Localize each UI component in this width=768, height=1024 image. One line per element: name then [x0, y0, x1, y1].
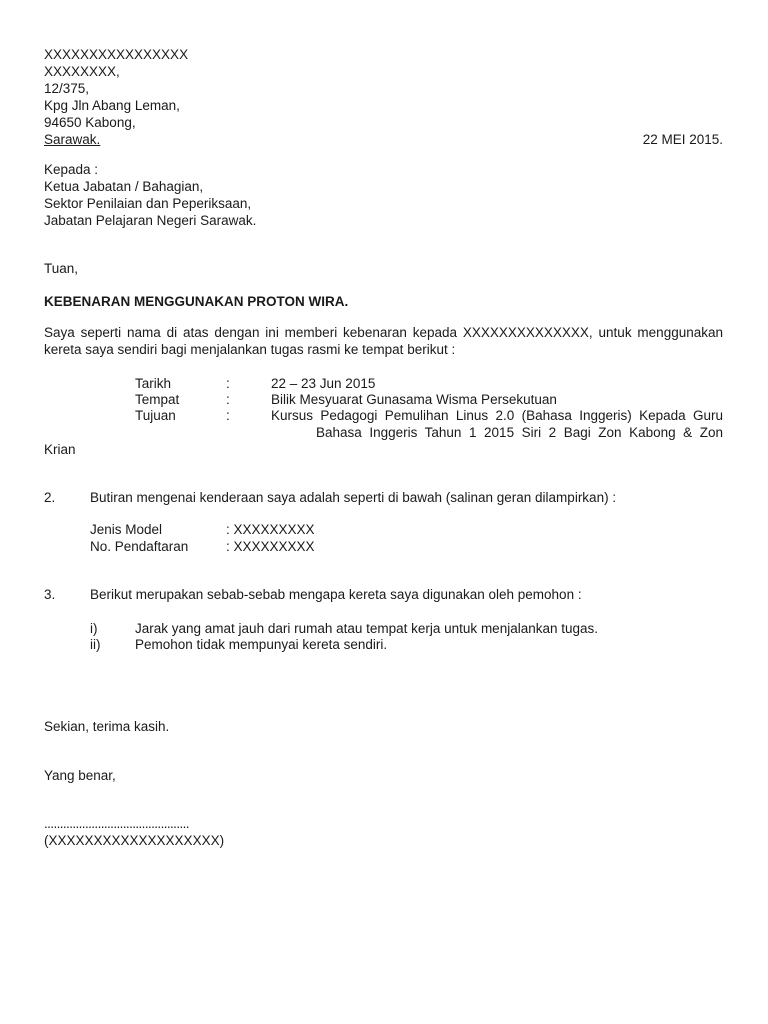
- vehicle-registration-value: : XXXXXXXXX: [226, 539, 315, 554]
- vehicle-registration-label: No. Pendaftaran: [90, 539, 189, 554]
- salutation: Tuan,: [44, 261, 79, 276]
- vehicle-model-label: Jenis Model: [90, 522, 163, 537]
- tempat-value: Bilik Mesyuarat Gunasama Wisma Persekutuan: [271, 392, 557, 407]
- tempat-label: Tempat: [135, 392, 180, 407]
- sender-name: XXXXXXXXXXXXXXXX: [44, 47, 189, 62]
- sender-line-2: XXXXXXXX,: [44, 64, 120, 79]
- recipient-line-1: Ketua Jabatan / Bahagian,: [44, 179, 204, 194]
- reason-1-text: Jarak yang amat jauh dari rumah atau tempat kerja untuk menjalankan tugas.: [135, 621, 599, 636]
- recipient-line-3: Jabatan Pelajaran Negeri Sarawak.: [44, 213, 257, 228]
- letter-date: 22 MEI 2015.: [642, 132, 723, 147]
- reason-2-text: Pemohon tidak mempunyai kereta sendiri.: [135, 637, 388, 652]
- sender-street: Kpg Jln Abang Leman,: [44, 98, 180, 113]
- signatory-name: (XXXXXXXXXXXXXXXXXXX): [44, 833, 225, 848]
- recipient-line-2: Sektor Penilaian dan Peperiksaan,: [44, 196, 252, 211]
- sender-postcode-town: 94650 Kabong,: [44, 115, 136, 130]
- intro-line-2: kereta saya sendiri bagi menjalankan tugas rasmi ke tempat berikut :: [44, 342, 456, 357]
- recipient-label: Kepada :: [44, 162, 99, 177]
- tujuan-value-line-1: Kursus Pedagogi Pemulihan Linus 2.0 (Bahasa Inggeris) Kepada Guru: [271, 408, 723, 423]
- tujuan-colon: :: [226, 408, 230, 423]
- tempat-colon: :: [226, 392, 230, 407]
- tarikh-value: 22 – 23 Jun 2015: [271, 376, 376, 391]
- vehicle-model-value: : XXXXXXXXX: [226, 522, 315, 537]
- sender-house-number: 12/375,: [44, 81, 90, 96]
- reason-1-number: i): [90, 621, 98, 636]
- tarikh-label: Tarikh: [135, 376, 172, 391]
- tarikh-colon: :: [226, 376, 230, 391]
- section-3-text: Berikut merupakan sebab-sebab mengapa kereta saya digunakan oleh pemohon :: [90, 587, 582, 602]
- intro-line-1: Saya seperti nama di atas dengan ini memberi kebenaran kepada XXXXXXXXXXXXXX, untuk menggunakan: [44, 325, 723, 340]
- section-3-number: 3.: [44, 587, 56, 602]
- reason-2-number: ii): [90, 637, 101, 652]
- section-2-text: Butiran mengenai kenderaan saya adalah seperti di bawah (salinan geran dilampirkan) :: [90, 490, 617, 505]
- section-2-number: 2.: [44, 490, 56, 505]
- tujuan-value-line-3: Krian: [44, 442, 76, 457]
- tujuan-value-line-2: Bahasa Inggeris Tahun 1 2015 Siri 2 Bagi Zon Kabong & Zon: [316, 425, 723, 440]
- tujuan-label: Tujuan: [135, 408, 176, 423]
- subject-heading: KEBENARAN MENGGUNAKAN PROTON WIRA.: [44, 294, 349, 309]
- signature-line: ..............................................: [44, 816, 189, 831]
- closing-thanks: Sekian, terima kasih.: [44, 719, 170, 734]
- sender-state: Sarawak.: [44, 132, 101, 147]
- closing-sign-off: Yang benar,: [44, 768, 116, 783]
